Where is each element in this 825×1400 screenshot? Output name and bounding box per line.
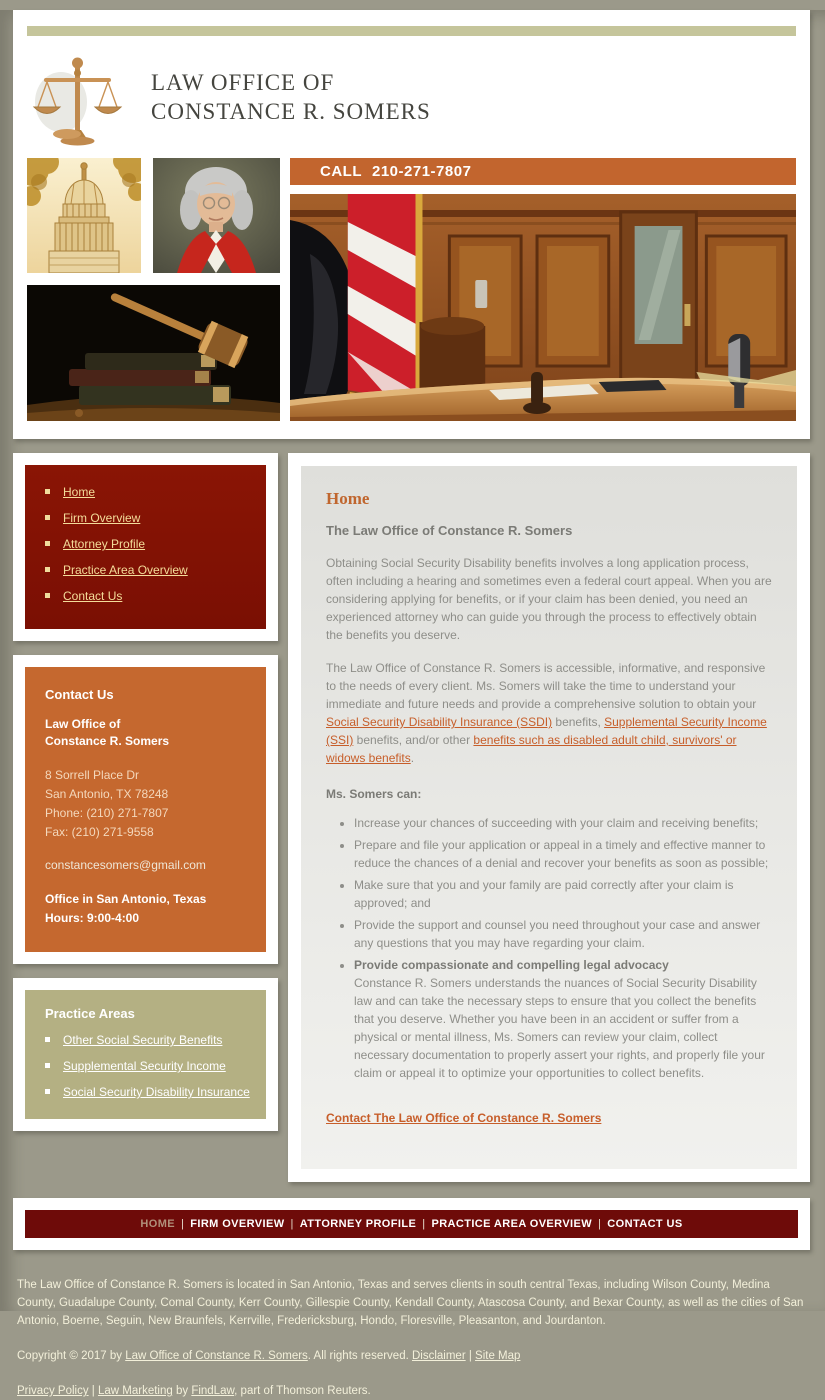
attorney-portrait-photo bbox=[153, 158, 280, 273]
office-hours: Hours: 9:00-4:00 bbox=[45, 911, 140, 925]
bottom-nav-contact-us[interactable]: CONTACT US bbox=[607, 1218, 683, 1230]
media-row bbox=[27, 158, 796, 426]
content-subheading: The Law Office of Constance R. Somers bbox=[326, 523, 573, 538]
intro-paragraph: Obtaining Social Security Disability benefits involves a long application process, often including a hearing and sometimes even a federal court appeal. When you are considering applying for benefits, or if your claim has been denied, you need an experienced attorney who can guide you through the process to effectively obtain the benefits you deserve. bbox=[326, 556, 772, 642]
square-bullet-icon bbox=[45, 489, 50, 494]
square-bullet-icon bbox=[45, 1089, 50, 1094]
list-item: • Increase your chances of succeeding with your claim and receiving benefits; bbox=[354, 814, 772, 832]
benefits-text-2: benefits, bbox=[552, 715, 605, 729]
advocacy-bold-title: Provide compassionate and compelling legal advocacy bbox=[354, 958, 669, 972]
footer bbox=[0, 1250, 825, 1400]
practice-link-ssi[interactable]: Supplemental Security Income bbox=[63, 1059, 226, 1073]
address-street: 8 Sorrell Place Dr bbox=[45, 768, 140, 782]
header-section bbox=[13, 10, 810, 439]
square-bullet-icon bbox=[45, 515, 50, 520]
firm-name bbox=[151, 68, 431, 126]
sidebar-nav-list bbox=[45, 485, 256, 603]
address-city: San Antonio, TX 78248 bbox=[45, 787, 169, 801]
left-media-column bbox=[27, 158, 280, 426]
contact-box-title: Contact Us bbox=[45, 687, 114, 702]
legal-text-1: by bbox=[172, 1385, 192, 1397]
contact-firm-line2: Constance R. Somers bbox=[45, 734, 170, 748]
practice-item-ssdi[interactable] bbox=[45, 1085, 256, 1099]
contact-email[interactable]: constancesomers@gmail.com bbox=[45, 858, 206, 872]
square-bullet-icon bbox=[45, 593, 50, 598]
contact-address bbox=[45, 766, 248, 842]
call-phone-number: 210-271-7807 bbox=[372, 163, 472, 180]
practice-link-other-benefits[interactable]: Other Social Security Benefits bbox=[63, 1033, 223, 1047]
bottom-nav-home: HOME bbox=[140, 1218, 175, 1230]
bottom-nav-bar bbox=[25, 1210, 798, 1238]
advocacy-text: Constance R. Somers understands the nuances of Social Security Disability law and can take the necessary steps to ensure that you collect the benefits that you deserve. Whether you have been in an accident or suffer from a physical or mental illness, Ms. Somers can review your claim, collect necessary documentation to properly assert your rights, and properly file your claim or appeal it to optimize your opportunities to collect benefits. bbox=[354, 976, 765, 1080]
practice-areas-list bbox=[45, 1033, 256, 1099]
office-info bbox=[45, 890, 248, 928]
main-content-wrapper bbox=[288, 453, 810, 1182]
contact-firm-name bbox=[45, 716, 248, 750]
bottom-nav-practice-area-overview[interactable]: PRACTICE AREA OVERVIEW bbox=[431, 1218, 593, 1230]
scales-of-justice-logo-icon bbox=[31, 54, 123, 146]
page-container bbox=[13, 10, 810, 1250]
sidebar-nav bbox=[25, 465, 266, 629]
gavel-and-books-photo bbox=[27, 285, 280, 421]
bottom-nav-attorney-profile[interactable]: ATTORNEY PROFILE bbox=[299, 1218, 417, 1230]
copyright-text-1: Copyright © 2017 by bbox=[17, 1350, 126, 1362]
logo-row bbox=[27, 54, 796, 146]
list-item: • Prepare and file your application or appeal in a timely and effective manner to reduce the chances of a denial and recover your benefits as soon as possible; bbox=[354, 836, 772, 872]
header-accent-strip bbox=[27, 26, 796, 36]
other-benefits-link[interactable]: benefits such as disabled adult child, survivors' or widows benefits bbox=[326, 733, 737, 765]
sidebar-item-contact-us[interactable] bbox=[45, 589, 256, 603]
sidebar-item-firm-overview[interactable] bbox=[45, 511, 256, 525]
footer-separator: | bbox=[88, 1385, 98, 1397]
contact-fax: Fax: (210) 271-9558 bbox=[45, 825, 154, 839]
main-content bbox=[301, 466, 797, 1169]
contact-box bbox=[25, 667, 266, 952]
sidebar-link-attorney-profile[interactable]: Attorney Profile bbox=[63, 537, 146, 551]
bottom-nav-firm-overview[interactable]: FIRM OVERVIEW bbox=[190, 1218, 285, 1230]
contact-cta-link[interactable]: Contact The Law Office of Constance R. Somers bbox=[326, 1111, 602, 1125]
copyright-text-2: . All rights reserved. bbox=[307, 1350, 412, 1362]
privacy-policy-link[interactable]: Privacy Policy bbox=[17, 1385, 89, 1397]
page-title: Home bbox=[326, 489, 370, 508]
nav-separator: | bbox=[598, 1218, 602, 1230]
practice-areas-title: Practice Areas bbox=[45, 1006, 135, 1021]
sidebar-link-home[interactable]: Home bbox=[63, 485, 96, 499]
practice-areas-wrapper bbox=[13, 978, 278, 1131]
legal-line bbox=[17, 1382, 805, 1400]
benefits-paragraph bbox=[326, 659, 772, 767]
practice-item-ssi[interactable] bbox=[45, 1059, 256, 1073]
list-item-advocacy bbox=[354, 956, 772, 1082]
sidebar-link-contact-us[interactable]: Contact Us bbox=[63, 589, 123, 603]
sidebar-link-practice-area-overview[interactable]: Practice Area Overview bbox=[63, 563, 188, 577]
benefits-text-1: The Law Office of Constance R. Somers is accessible, informative, and responsive to the needs of every client. Ms. Somers will take the time to understand your immediate and future needs and provide a comprehensive solution to obtain your bbox=[326, 661, 766, 711]
practice-link-ssdi[interactable]: Social Security Disability Insurance bbox=[63, 1085, 250, 1099]
ssi-link[interactable]: Supplemental Security Income (SSI) bbox=[326, 715, 767, 747]
content-columns bbox=[13, 453, 810, 1182]
small-photo-row bbox=[27, 158, 280, 273]
practice-item-other-benefits[interactable] bbox=[45, 1033, 256, 1047]
right-media-column bbox=[290, 158, 796, 426]
call-banner bbox=[290, 158, 796, 185]
firm-name-line1: LAW OFFICE OF bbox=[151, 70, 335, 95]
site-map-link[interactable]: Site Map bbox=[475, 1350, 521, 1362]
square-bullet-icon bbox=[45, 1037, 50, 1042]
benefits-text-4: . bbox=[410, 751, 415, 765]
contact-firm-line1: Law Office of bbox=[45, 717, 121, 731]
ssdi-link[interactable]: Social Security Disability Insurance (SSDI) bbox=[326, 715, 553, 729]
call-label: CALL bbox=[320, 163, 362, 180]
legal-text-2: , part of Thomson Reuters. bbox=[234, 1385, 371, 1397]
practice-areas-box bbox=[25, 990, 266, 1119]
sidebar-link-firm-overview[interactable]: Firm Overview bbox=[63, 511, 141, 525]
services-list bbox=[326, 814, 772, 1082]
left-sidebar bbox=[13, 453, 278, 1131]
sidebar-nav-wrapper bbox=[13, 453, 278, 641]
services-list-heading: Ms. Somers can: bbox=[326, 787, 422, 801]
findlaw-link[interactable]: FindLaw bbox=[191, 1385, 235, 1397]
disclaimer-link[interactable]: Disclaimer bbox=[411, 1350, 466, 1362]
square-bullet-icon bbox=[45, 541, 50, 546]
square-bullet-icon bbox=[45, 567, 50, 572]
footer-separator: | bbox=[465, 1350, 476, 1362]
contact-phone: Phone: (210) 271-7807 bbox=[45, 806, 169, 820]
footer-firm-link[interactable]: Law Office of Constance R. Somers bbox=[125, 1350, 308, 1362]
capitol-dome-photo bbox=[27, 158, 141, 273]
service-area-text: The Law Office of Constance R. Somers is located in San Antonio, Texas and serves clients in south central Texas, including Wilson County, Medina County, Guadalupe County, Comal County, Kerr County, Gillespie County, Kendall County, Atascosa County, and Bexar County, as well as the cities of San Antonio, Boerne, Seguin, New Braunfels, Kerrville, Fredericksburg, Hondo, Floresville, Pleasanton, and Jourdanton. bbox=[17, 1279, 804, 1327]
law-marketing-link[interactable]: Law Marketing bbox=[97, 1385, 173, 1397]
nav-separator: | bbox=[181, 1218, 185, 1230]
firm-name-line2: CONSTANCE R. SOMERS bbox=[151, 99, 431, 124]
sidebar-item-attorney-profile[interactable] bbox=[45, 537, 256, 551]
bottom-nav-wrapper bbox=[13, 1198, 810, 1250]
list-item: • Provide the support and counsel you need throughout your case and answer any questions that you may have regarding your claim. bbox=[354, 916, 772, 952]
list-item: • Make sure that you and your family are paid correctly after your claim is approved; and bbox=[354, 876, 772, 912]
office-location: Office in San Antonio, Texas bbox=[45, 892, 207, 906]
contact-box-wrapper bbox=[13, 655, 278, 964]
nav-separator: | bbox=[422, 1218, 426, 1230]
courtroom-flag-photo bbox=[290, 194, 796, 421]
nav-separator: | bbox=[290, 1218, 294, 1230]
copyright-line bbox=[17, 1347, 805, 1365]
square-bullet-icon bbox=[45, 1063, 50, 1068]
sidebar-item-practice-area-overview[interactable] bbox=[45, 563, 256, 577]
benefits-text-3: benefits, and/or other bbox=[353, 733, 474, 747]
sidebar-item-home[interactable] bbox=[45, 485, 256, 499]
